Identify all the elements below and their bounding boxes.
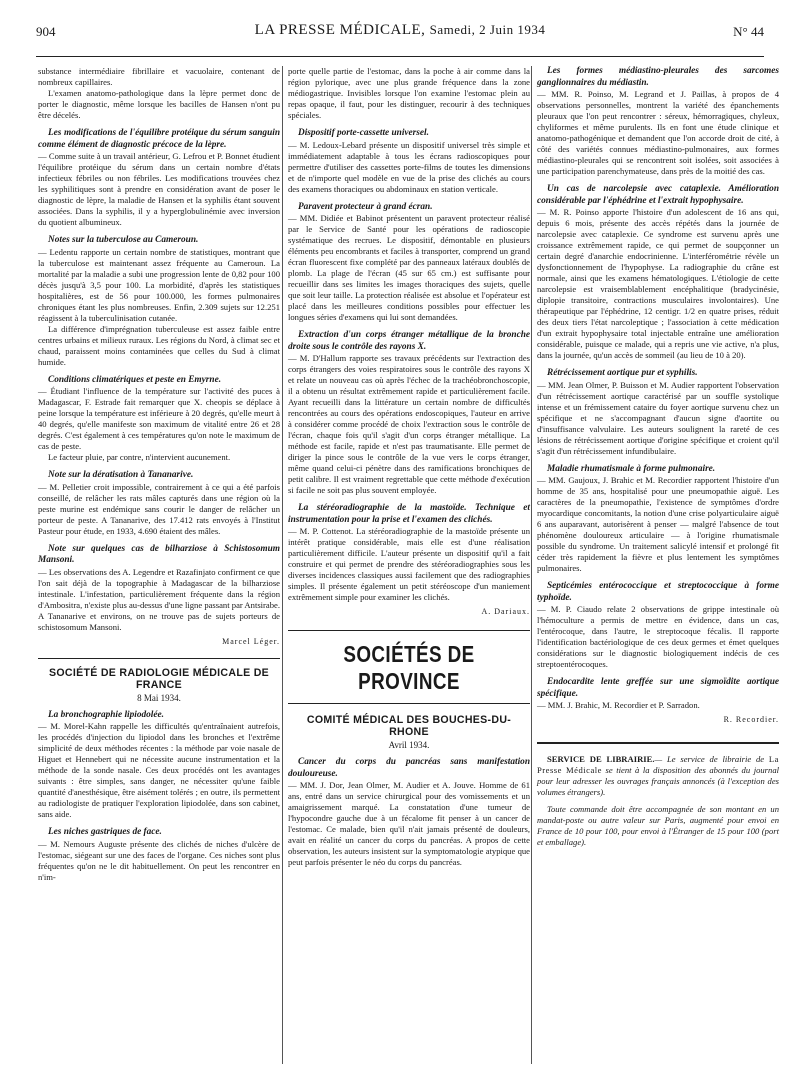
society-title: COMITÉ MÉDICAL DES BOUCHES-DU-RHONE (306, 714, 512, 738)
article (38, 827, 280, 883)
article-title: Les niches gastriques de face. (48, 827, 162, 837)
article (38, 375, 280, 464)
article-title: Un cas de narcolepsie avec cataplexie. Amélioration considérable par l'éphédrine et l'extrait hypophysaire. (537, 184, 779, 206)
notice-fragment: se tient à la disposition des abonnés du journal pour leur adresser les ouvrages français annoncés (à l'exception des volumes étrangers). (537, 765, 780, 797)
article-title: Les modifications de l'équilibre protéique du sérum sanguin comme élément de diagnostic précoce de la lèpre. (38, 128, 280, 150)
article-title: Les formes médiastino-pleurales des sarcomes ganglionnaires du médiastin. (537, 66, 779, 88)
article (537, 66, 779, 177)
article-title: Cancer du corps du pancréas sans manifestation douloureuse. (288, 757, 530, 779)
article-text: — MM. Gaujoux, J. Brahic et M. Recordier rapportent l'histoire d'un homme de 35 ans, hospitalisé pour une pneumopathie aiguë. Les caractères de la pneumopathie, l'existence de symptômes d'ordre myocardique concomitants, la notion d'une crise polyarticulaire aiguë 6 ans auparavant, autorisèrent à penser — malgré l'absence de tout phénomène douloureux articulaire — à l'origine rhumatismale possible du syndrome. Un traitement salicylé intensif et prolongé fit céder très rapidement la fièvre et plus lentement les symptômes pulmonaires. (537, 475, 779, 573)
article-title: La stéréoradiographie de la mastoïde. Technique et instrumentation pour la prise et l'examen des clichés. (288, 503, 530, 525)
body-text: substance intermédiaire fibrillaire et vacuolaire, contenant de nombreux capillaires. (38, 66, 280, 87)
article-title: Dispositif porte-cassette universel. (298, 128, 429, 138)
society-title: SOCIÉTÉ DE RADIOLOGIE MÉDICALE DE FRANCE (48, 666, 270, 691)
body-text: porte quelle partie de l'estomac, dans la poche à air comme dans la région pylorique, avec une plus grande fréquence dans la zone médiogastrique. Invisibles lorsque l'on examine l'estomac plein au repas opaque, il faut, pour les distinguer, recourir à des techniques spéciales. (288, 66, 530, 120)
author-signature: Marcel Léger. (222, 636, 280, 646)
journal-header (36, 22, 764, 39)
session-date: 8 Mai 1934. (137, 692, 181, 703)
article (288, 330, 530, 496)
article-text: — MM. Didiée et Babinot présentent un paravent protecteur réalisé par le Service de Santé pour les opérations de radioscopie systématique des recrues. Le dispositif, démontable en plusieurs éléments peu encombrants et faciles à transporter, comprend un grand écran fluorescent fixe complété par des panneaux latéraux doublés de plomb. La plage de l'écran (45 sur 65 cm.) est suffisante pour recueillir dans ses limites les images thoraciques des sujets, quelle que soit leur taille. La protection réalisée est absolue et l'opérateur est placé dans les meilleures conditions possibles pour effectuer les longues séries d'examens qui lui sont demandées. (288, 213, 530, 322)
article-title: Rétrécissement aortique pur et syphilis. (547, 368, 698, 378)
article-title: Septicémies entérococcique et streptococcique à forme typhoïde. (537, 581, 779, 603)
article-title: Note sur la dératisation à Tananarive. (48, 470, 194, 480)
article (288, 503, 530, 603)
article (38, 128, 280, 228)
article-text: — M. Ledoux-Lebard présente un dispositif universel très simple et immédiatement adaptable à tous les écrans radioscopiques pour permettre d'utiliser des cassettes porte-films de toutes les dimensions et de n'importe quel modèle en vue de la prise des clichés au cours des examens thoraciques ou abdominaux en station verticale. (288, 139, 530, 194)
article-text: — MM. R. Poinso, M. Legrand et J. Paillas, à propos de 4 observations personnelles, montrent la variété des épanchements pleuraux que l'on peut rencontrer : séreux, hémorragiques, chyleux, chyliformes et même purulents. Ils en font une étude clinique et anatomo-pathogénique et demandent que l'on accorde droit de cité, à côté des variétés connues médiastino-pulmonaires, aux formes médiastino-pleurales qui se rencontrent soit isolées, soit associées à une participation parenchymateuse, dans près de la moitié des cas. (537, 89, 779, 176)
article-title: La bronchographie lipiodolée. (48, 709, 164, 720)
article-text: Le facteur pluie, par contre, n'intervient aucunement. (48, 452, 231, 462)
page-header (36, 22, 764, 44)
article-title: Maladie rhumatismale à forme pulmonaire. (547, 463, 716, 474)
article-text: La différence d'imprégnation tuberculeuse est assez faible entre centres urbains et milieux ruraux. Les régions du Nord, à climat sec et chaud, paraissent moins contaminées que celles du Sud à climat humide. (38, 323, 280, 367)
article (38, 544, 280, 633)
article (537, 368, 779, 457)
article (537, 184, 779, 361)
issue-date: Samedi, 2 Juin 1934 (429, 22, 546, 37)
article (537, 581, 779, 670)
province-section (288, 630, 530, 868)
article-title: Endocardite lente greffée sur une sigmoïdite aortique spécifique. (537, 677, 779, 699)
page-number: 904 (36, 24, 56, 39)
column-divider (282, 66, 283, 1064)
author-signature: R. Recordier. (723, 715, 779, 724)
body-text: L'examen anatomo-pathologique dans la lèpre permet donc de porter le diagnostic, même lorsque les bacilles de Hansen n'ont pu être décelés. (38, 88, 280, 120)
column-left (38, 66, 280, 883)
article-text: — Les observations des A. Legendre et Razafinjato confirment ce que l'on sait déjà de la topographie à Madagascar de la bilharziose intestinale. L'infestation, particulièrement fréquente dans la région d'Ambositra, n'existe plus au-dessus d'une ligne passant par Antsirabe. A Tananarive et environs, on ne trouve pas de sujets porteurs de schistosomum Mansoni. (38, 566, 280, 632)
article-text: — Étudiant l'influence de la température sur l'activité des puces à Madagascar, F. Estrade fait remarquer que X. cheopis se déplace à peine lorsque la température est inférieure à 20 degrés, qu'elle meurt à 40 degrés, qu'elle manifeste son maximum de vitalité entre 26 et 28 degrés. C'est également à ces températures qu'on note le maximum de cas de peste. (38, 386, 280, 451)
article (537, 677, 779, 711)
journal-title: LA PRESSE MÉDICALE, (254, 22, 426, 38)
article-text: — MM. J. Brahic, M. Recordier et P. Sarradon. (537, 700, 700, 710)
article-title: Conditions climatériques et peste en Emyrne. (48, 374, 222, 385)
article (537, 464, 779, 575)
article-text: — M. D'Hallum rapporte ses travaux précédents sur l'extraction des corps étrangers des voies respiratoires sous le contrôle des rayons X et relate un nouveau cas où après l'échec de la trachéobronchoscopie, il a obtenu un résultat extrêmement rapide et particulièrement facile. Ayant recueilli dans la littérature un certain nombre de difficultés rencontrées au cours des opérations endoscopiques, l'auteur en arrive à considérer comme procédé de choix l'extraction sous le contrôle de l'écran, chaque fois qu'il s'agit d'un corps étranger métallique. La méthode est facile, rapide et n'est pas traumatisante. Elle permet de diriger la pince sous le contrôle de la vue vers le corps étranger, même quand celui-ci pénètre dans des ramifications bronchiques de petit calibre. Il est vraiment regrettable que cette méthode d'exécution si facile ne soit pas plus souvent employée. (288, 353, 530, 495)
column-middle (288, 66, 530, 868)
article-text: — M. Morel-Kahn rappelle les difficultés qu'entraînaient autrefois, les procédés d'injection du lipiodol dans les bronches et l'extrême simplicité de deux méthodes récentes : la méthode par voie nasale de Higuet et Hennebert qui ne nécessite aucune instrumentation et la méthode de la sonde nasale. Ces deux procédés ont les avantages suivants : être simples, sans danger, ne nécessiter qu'une faible quantité d'anesthésique, être aisément tolérés ; en outre, ils permettent au radiologiste de pratiquer l'exploration lipiodolée, dans son cabinet, sans aide. (38, 721, 280, 819)
article (288, 128, 530, 195)
notice-text: Toute commande doit être accompagnée de son montant en un mandat-poste ou autre valeur sur Paris, augmenté pour envoi en France de 10 pour 100, pour envoi à l'Étranger de 15 pour 100 (port et emballage). (537, 804, 779, 847)
article-text: — M. Nemours Auguste présente des clichés de niches d'ulcère de l'estomac, siégeant sur une des faces de l'organe. Ces niches sont plus fréquentes qu'on ne le dit habituellement. On peut les rencontrer en n'im- (38, 838, 280, 882)
article-text: — Ledentu rapporte un certain nombre de statistiques, montrant que la tuberculose est maintenant assez fréquente au Cameroun. La mortalité par la maladie a subi une progression lente de 0,82 pour 100 décès jusqu'à 3,5 pour 100. La morbidité, d'après les statistiques hospitalières, est de 56 pour 100.000, les formes pulmonaires chroniques étant les plus nombreuses. Enfin, 2.309 sujets sur 12.251 réagissent à la tuberculinisation cutanée. (38, 246, 280, 323)
author-signature: A. Dariaux. (481, 607, 530, 616)
article (38, 710, 280, 821)
article-text: — M. P. Cottenot. La stéréoradiographie de la mastoïde présente un intérêt pratique considérable, mais elle est d'une réalisation particulièrement difficile. L'auteur présente un dispositif qu'il a fait construire et qui permet de prendre des stéréoradiographies sous les diverses incidences classiques aussi facilement que des radiographies simples. Il présente également un petit stéréoscope d'un maniement extrêmement simple pour examiner les clichés. (288, 526, 530, 602)
session-date: Avril 1934. (388, 740, 430, 750)
article-text: — MM. J. Dor, Jean Olmer, M. Audier et A. Jouve. Homme de 61 ans, entré dans un service chirurgical pour des vomissements et un amaigrissement marqué. La constatation d'une tumeur de l'hypocondre gauche due à un fécalome fit penser à un cancer de l'estomac. Ce malade, bien qu'il n'ait jamais présenté de douleurs, avait en réalité un cancer du corps du pancréas. A propos de cette observation, les auteurs insistent sur la symptomatologie atypique que peut parfois présenter le néo du corps du pancréas. (288, 780, 530, 867)
article-text: — M. Pelletier croit impossible, contrairement à ce qui a été parfois conseillé, de relâcher les rats mâles capturés dans une région où la peste murine est endémique sans courir le danger de relâcher un porteur de peste. A Tananarive, des 17.412 rats envoyés à l'Institut Pasteur pour étude, en 1933, 4.690 étaient des mâles. (38, 481, 280, 536)
column-divider (531, 66, 532, 1064)
article (38, 470, 280, 537)
section-heading: SOCIÉTÉS DE PROVINCE (343, 641, 475, 694)
notice-heading: SERVICE DE LIBRAIRIE. (547, 754, 655, 764)
notice-fragment: — Le service de librairie de (654, 754, 769, 764)
notice-text (537, 754, 779, 798)
article-title: Note sur quelques cas de bilharziose à Schistosomum Mansoni. (38, 543, 280, 565)
section-divider (288, 703, 530, 704)
article-text: — MM. Jean Olmer, P. Buisson et M. Audier rapportent l'observation d'un rétrécissement aortique caractérisé par un souffle systolique intense et un frémissement cataire du foyer aortique survenu chez un spécifique et ne s'accompagnant d'aucun signe d'aortite ou d'insuffisance valvulaire. Les auteurs soulignent la rareté de ces lésions de rétrécissement aortique d'origine spécifique et croient qu'il s'agit d'un rétrécissement infundibulaire. (537, 379, 779, 456)
article-text: — M. P. Ciaudo relate 2 observations de grippe intestinale où l'hémoculture a permis de mettre en évidence, dans un cas, l'entérocoque, dans l'autre, le streptocoque fécalis. Il rapporte l'identification bactériologique de ces deux germes et émet quelques considérations sur le diagnostic biologiquement indécis de ces streptoentérocoques. (537, 604, 779, 669)
article-title: Notes sur la tuberculose au Cameroun. (48, 235, 199, 245)
article-text: — M. R. Poinso apporte l'histoire d'un adolescent de 16 ans qui, depuis 6 mois, présente des accès répétés dans la journée de narcolepsie avec cataplexie. Ce syndrome est survenu après une croissance extrêmement rapide, ce qui permet de soupçonner un certain degré d'anarchie endocrinienne. L'interférométrie révèle un dysfonctionnement de l'hypophyse. La radiographie du crâne est normale, ainsi que les examens hématologiques. L'étiologie de cette narcolepsie est vraisemblablement encéphalitique (bradycinésie, diplopie transitoire, contractions musculaires involontaires). Une thérapeutique par l'éphédrine, 12 centigr. 1/2 en quatre prises, réduit des deux tiers l'état narcoleptique ; l'association à cette médication d'un extrait hypophysaire total injectable entraîne une amélioration considérable, puisque ce malade, qui a repris une vie active, n'a plus, dans la journée, qu'un accès de sommeil (au lieu de 10 à 20). (537, 207, 779, 360)
article-text: — Comme suite à un travail antérieur, G. Lefrou et P. Bonnet étudient l'équilibre protéique du sérum dans un certain nombre d'états infectieux fébriles ou non fébriles. Les modifications trouvées chez les syphilitiques sont à prendre en considération avant de poser le diagnostic de lèpre, la maladie de Hansen et la syphilis étant souvent associées. Dans la syphilis, il y a hyperglobulinémie avec inversion du quotient albumineux. (38, 151, 280, 227)
article (288, 202, 530, 324)
article-title: Extraction d'un corps étranger métallique de la bronche droite sous le contrôle des rayons X. (288, 330, 530, 352)
service-notice (537, 742, 779, 848)
article (38, 235, 280, 368)
header-rule (36, 56, 764, 57)
column-right (537, 66, 779, 854)
article-title: Paravent protecteur à grand écran. (298, 201, 433, 212)
section-divider (38, 658, 280, 659)
article (288, 757, 530, 868)
journal-name: La Presse Médicale (537, 754, 779, 775)
issue-number: N° 44 (733, 24, 764, 39)
